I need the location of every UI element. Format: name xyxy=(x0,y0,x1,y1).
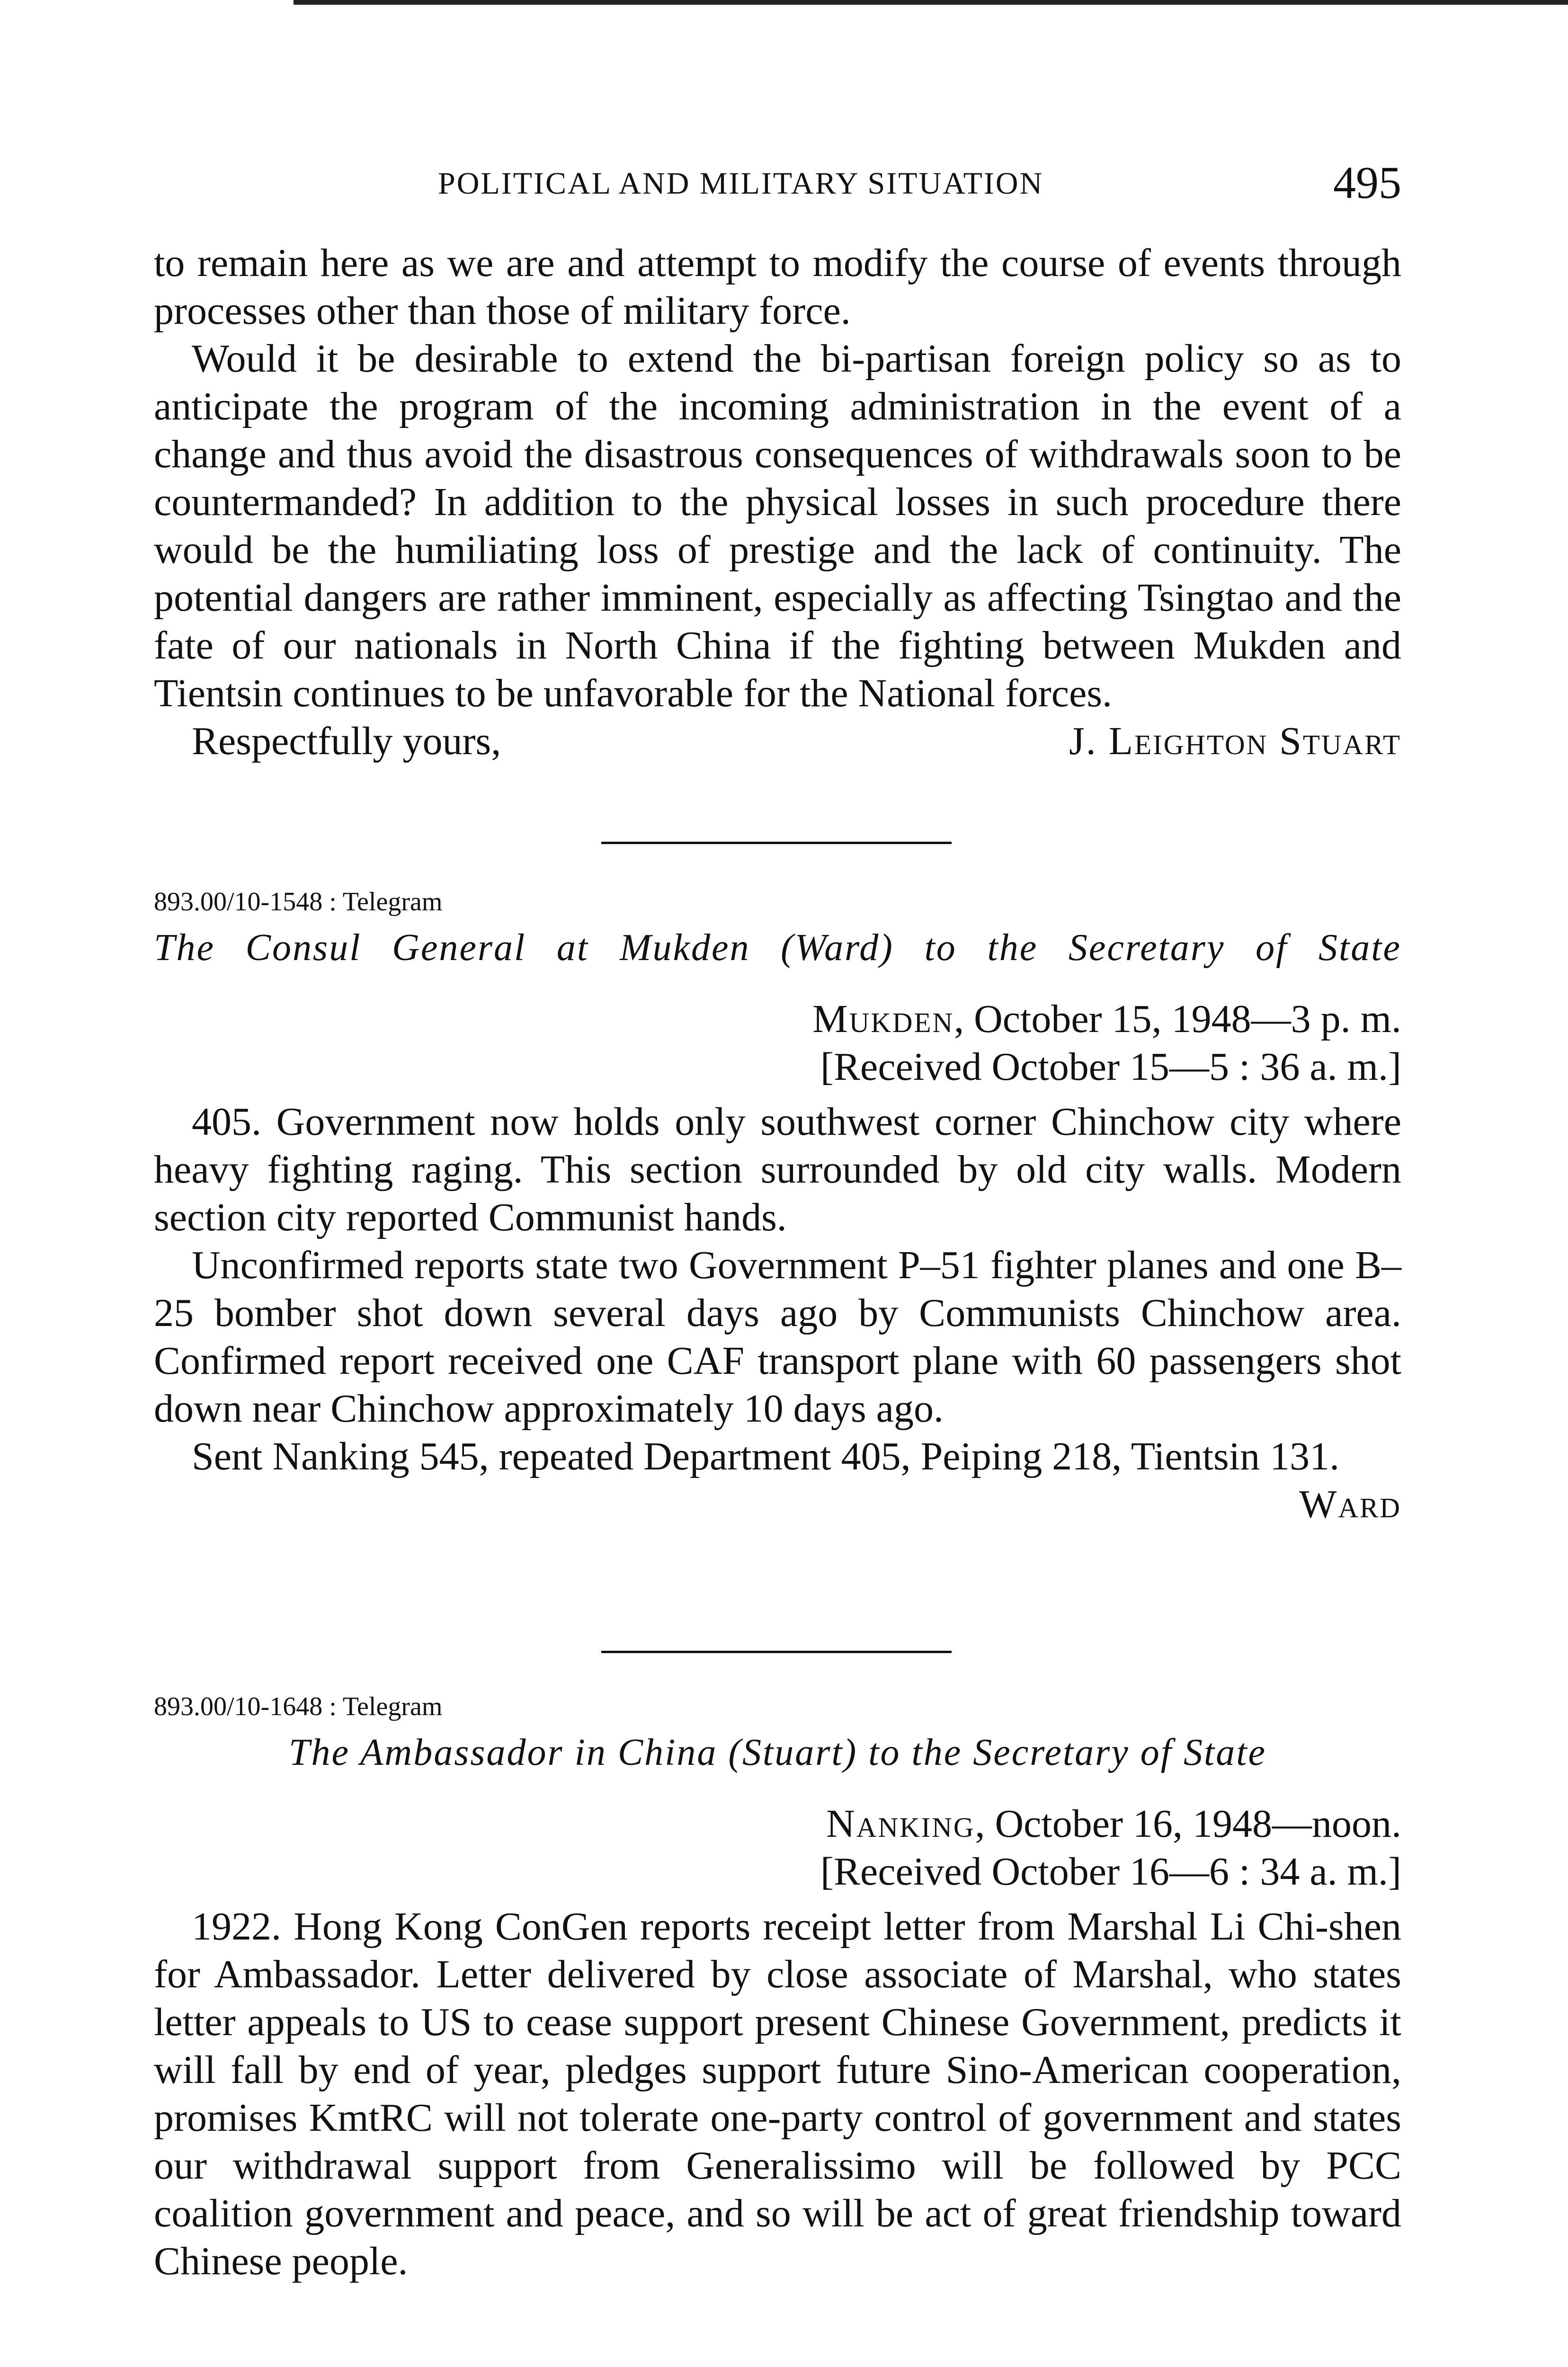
dateline-date: , October 15, 1948—3 p. m. xyxy=(954,997,1401,1041)
dateline-place: Mukden xyxy=(812,997,954,1041)
dateline xyxy=(154,1800,1401,1848)
paragraph: 1922. Hong Kong ConGen reports receipt letter from Marshal Li Chi-shen for Ambassador. Letter delivered by close associate of Marshal, who states letter appeals to US to cease support present Chinese Government, predicts it will fall by end of year, pledges support future Sino-American cooperation, promises KmtRC will not tolerate one-party control of government and states our withdrawal support from Generalissimo will be followed by PCC coalition government and peace, and so will be act of great friendship toward Chinese people. xyxy=(154,1904,1401,2283)
received-line: [Received October 16—6 : 34 a. m.] xyxy=(820,1850,1401,1894)
section-divider xyxy=(601,842,952,844)
paragraph: Unconfirmed reports state two Government P–51 fighter planes and one B–25 bomber shot down several days ago by Communists Chinchow area. Confirmed report received one CAF transport plane with 60 passengers shot down near Chinchow approximately 10 days ago. xyxy=(154,1243,1401,1431)
dateline xyxy=(154,995,1401,1043)
paragraph: Would it be desirable to extend the bi-partisan foreign policy so as to anticipate the program of the incoming administration in the event of a change and thus avoid the disastrous consequences of withdrawals soon to be countermanded? In addition to the physical losses in such procedure there would be the humiliating loss of prestige and the lack of continuity. The potential dangers are rather imminent, especially as affecting Tsingtao and the fate of our nationals in North China if the fighting between Mukden and Tientsin continues to be unfavorable for the National forces. xyxy=(154,337,1401,715)
file-reference: 893.00/10-1548 : Telegram xyxy=(154,887,443,917)
section-divider xyxy=(601,1651,952,1653)
document-title: The Consul General at Mukden (Ward) to the Secretary of State xyxy=(154,927,1401,969)
telegram-mukden xyxy=(154,885,1401,1528)
top-edge-rule xyxy=(294,0,1568,5)
signature: J. Leighton Stuart xyxy=(1069,719,1401,763)
letter-continuation xyxy=(154,239,1401,765)
running-title: POLITICAL AND MILITARY SITUATION xyxy=(438,166,1044,201)
dateline-place: Nanking xyxy=(826,1802,975,1846)
document-title: The Ambassador in China (Stuart) to the Secretary of State xyxy=(289,1732,1266,1773)
received-line: [Received October 15—5 : 36 a. m.] xyxy=(820,1045,1401,1089)
complimentary-close: Respectfully yours, xyxy=(192,719,501,763)
page-number: 495 xyxy=(1333,157,1401,208)
paragraph: 405. Government now holds only southwest corner Chinchow city where heavy fighting raging. This section surrounded by old city walls. Modern section city reported Communist hands. xyxy=(154,1100,1401,1239)
paragraph: to remain here as we are and attempt to modify the course of events through processes other than those of military force. xyxy=(154,241,1401,333)
signature: Ward xyxy=(1299,1482,1401,1526)
file-reference: 893.00/10-1648 : Telegram xyxy=(154,1692,443,1721)
dateline-date: , October 16, 1948—noon. xyxy=(975,1802,1401,1846)
closing-line xyxy=(154,717,1401,765)
telegram-nanking xyxy=(154,1690,1401,2285)
paragraph: Sent Nanking 545, repeated Department 405, Peiping 218, Tientsin 131. xyxy=(192,1434,1340,1478)
running-header xyxy=(154,156,1401,208)
